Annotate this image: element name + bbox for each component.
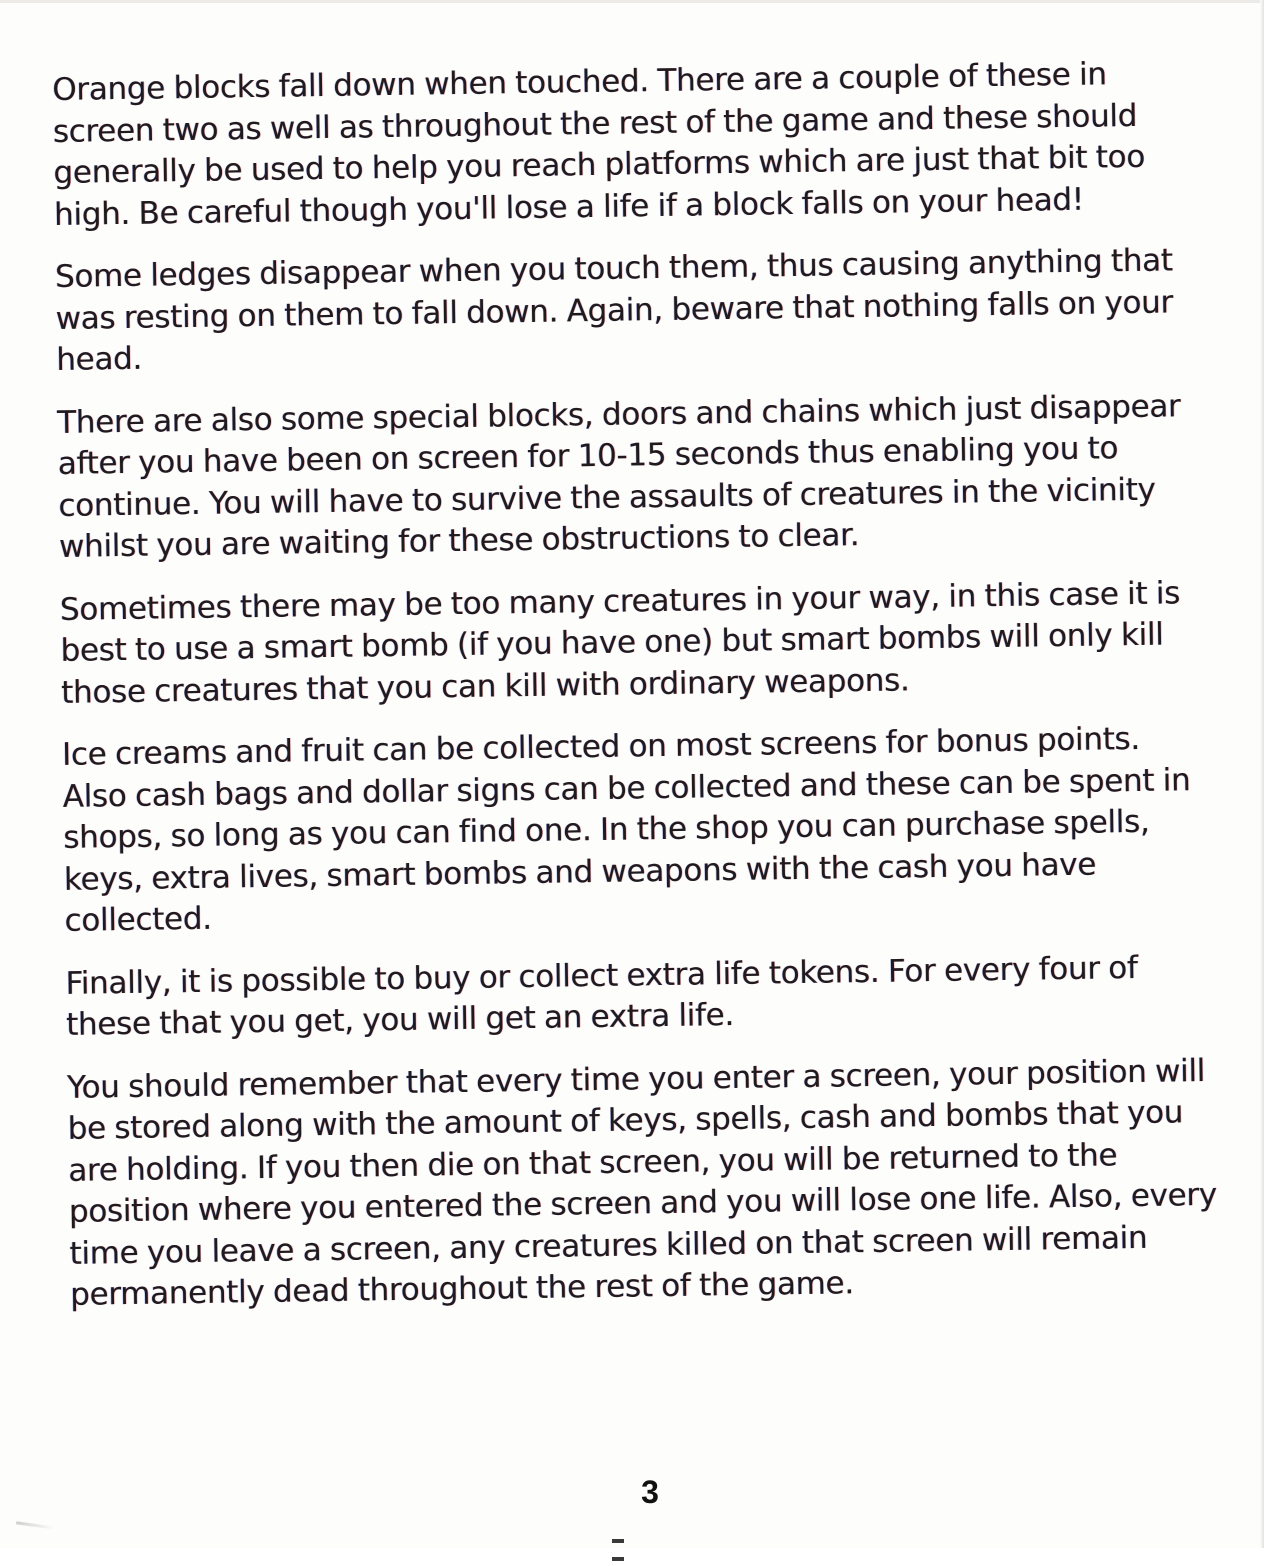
paragraph-orange-blocks: Orange blocks fall down when touched. There are a couple of these in screen two as well as throughout the rest of the game and these should generally be used to help you reach platforms which are just that bit too high. Be careful though you'll lose a life if a block falls on your head! bbox=[52, 56, 1146, 233]
paragraph-special-blocks: There are also some special blocks, doors and chains which just disappear after you have been on screen for 10-15 seconds thus enabling you to continue. You will have to survive the assaults of creatures in the vicinity whilst you are waiting for these obstructions to clear. bbox=[56, 387, 1181, 565]
paragraph-disappearing-ledges: Some ledges disappear when you touch them, thus causing anything that was resting on them to fall down. Again, beware that nothing falls on your head. bbox=[54, 242, 1174, 378]
paragraph-bonus-items: Ice creams and fruit can be collected on most screens for bonus points. Also cash bags and dollar signs can be collected and these can be spent in shops, so long as you can find one. In the shop you can purchase spells, keys, extra lives, smart bombs and weapons with the cash you have collected. bbox=[61, 720, 1191, 939]
paragraph-screen-position: You should remember that every time you enter a screen, your position will be stored along with the amount of keys, spells, cash and bombs that you are holding. If you then die on that screen, you will be returned to the position where you entered the screen and you will lose one life. Also, every time you leave a screen, any creatures killed on that screen will remain permanently dead throughout the rest of the game. bbox=[66, 1052, 1218, 1313]
bleed-through-mark bbox=[612, 1530, 652, 1534]
paragraph-smart-bomb: Sometimes there may be too many creatures in your way, in this case it is best to use a smart bomb (if you have one) but smart bombs will only kill those creatures that you can kill with ordinary weapons. bbox=[59, 574, 1181, 711]
paragraph-extra-life-tokens: Finally, it is possible to buy or collect extra life tokens. For every four of these that you get, you will get an extra life. bbox=[65, 949, 1138, 1043]
page-right-edge bbox=[1260, 0, 1264, 1548]
body-text bbox=[52, 53, 1221, 1337]
page-top-edge bbox=[0, 0, 1264, 3]
page-number: 3 bbox=[641, 1474, 659, 1510]
scan-smudge bbox=[16, 1521, 56, 1530]
